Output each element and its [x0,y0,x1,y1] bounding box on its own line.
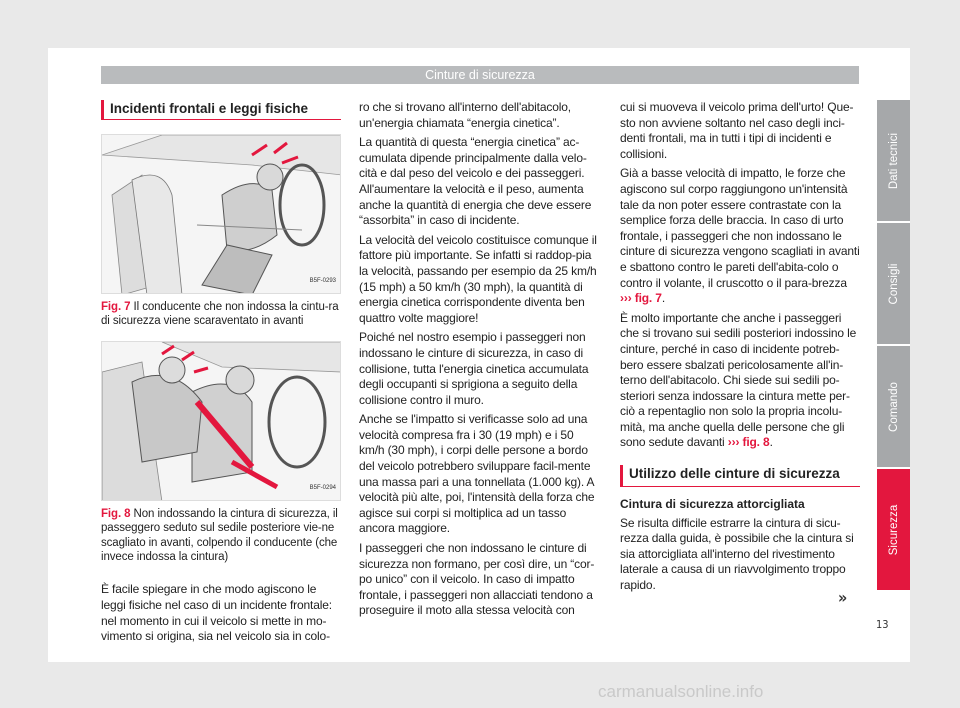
figure-8-link[interactable]: ››› fig. 8 [727,435,770,450]
paragraph: ro che si trovano all'interno dell'abitacolo, un'energia chiamata “energia cinetica”. [359,100,571,130]
figure-code: B5F-0293 [309,278,336,285]
paragraph-text: Già a basse velocità di impatto, le forze che agiscono sul corpo raggiungono un'intensità tale da non poter essere contrastate con la semplice forza delle braccia. In caso di urto frontale, i passeggeri che non indossano le cinture di sicurezza vengono scagliati in avanti e sbattono contro le pareti dell'abita-colo o contro il volante, il cruscotto o il para-brezza [620,166,860,290]
tab-label: Dati tecnici [887,132,900,189]
paragraph: Poiché nel nostro esempio i passeggeri non indossano le cinture di sicurezza, in caso di collisione, tutta l'energia cinetica accumulata degli occupanti si sprigiona a seguito della collisione contro il muro. [359,330,589,407]
paragraph-text: . [661,291,666,306]
column-2 [359,100,600,623]
tab-label: Comando [887,381,900,432]
paragraph-text: È molto importante che anche i passeggeri che si trovano sui sedili posteriori indossino le cinture, perché in caso di incidente potreb-bero essere sbalzati pericolosamente all'in-terno dell'abitacolo. Chi siede sui sedili po-steriori senza indossare la cintura mette per-ciò a repentaglio non solo la propria incolu-mità, ma anche quella delle persone che gli sono sedute davanti [620,310,857,450]
passenger-illustration-icon [102,342,341,501]
column-1 [101,100,341,649]
paragraph-text: . [769,435,773,450]
paragraph: Se risulta difficile estrarre la cintura di sicu-rezza dalla guida, è possibile che la cintura si sia attorcigliata all'interno del rivestimento laterale a causa di un riavvolgimento troppo rapido. [620,515,854,593]
paragraph: La quantità di questa “energia cinetica” ac-cumulata dipende principalmente dalla velo-cità e dal peso del veicolo e dei passeggeri. All'aumentare la velocità e il peso, aumenta anche la quantità di energia che deve essere “assorbita” in caso di incidente. [359,135,592,228]
figure-7 [101,134,341,294]
paragraph [620,311,860,451]
figure-7-caption [101,300,341,329]
figure-8-caption [101,507,341,565]
figure-7-link[interactable]: ››› fig. 7 [620,291,662,306]
figure-label: Fig. 8 [101,507,131,520]
paragraph: Anche se l'impatto si verificasse solo ad una velocità compresa fra i 30 (19 mph) e i 50 km/h (30 mph), i corpi delle persone a bordo del veicolo potrebbero sviluppare facil-mente una massa pari a una tonnellata (1.000 kg). A velocità più alte, poi, l'intensità della forza che agisce sui corpi si moltiplica ad un tasso ancora maggiore. [359,412,595,536]
tab-comando[interactable] [877,346,910,467]
watermark: carmanualsonline.info [598,682,764,701]
paragraph: È facile spiegare in che modo agiscono le leggi fisiche nel caso di un incidente frontale: nel momento in cui il veicolo si mette in mo-vimento si origina, sia nel veicolo sia in colo- [101,582,332,644]
figure-code: B5F-0294 [309,485,336,492]
caption-text: Non indossando la cintura di sicurezza, il passeggero seduto sul sedile posteriore vie-ne scagliato in avanti, colpendo il conducente (che invece indossa la cintura) [101,507,338,564]
continue-mark: » [838,588,848,607]
section-heading: Incidenti frontali e leggi fisiche [101,100,341,120]
caption-text: Il conducente che non indossa la cintu-ra di sicurezza viene scaraventato in avanti [101,301,339,328]
figure-8 [101,341,341,501]
driver-illustration-icon [102,135,341,294]
tab-dati-tecnici[interactable] [877,100,910,221]
paragraph: I passeggeri che non indossano le cinture di sicurezza non formano, per così dire, un “cor-po unico” con il veicolo. In caso di impatto frontale, i passeggeri non allacciati tendono a proseguire il moto alla stessa velocità con [359,541,595,618]
tab-consigli[interactable] [877,223,910,344]
page-number: 13 [876,618,889,631]
paragraph: La velocità del veicolo costituisce comunque il fattore più importante. Se infatti si raddop-pia la velocità, passando per esempio da 25 km/h (15 mph) a 50 km/h (30 mph), la quantità di energia cinetica corrispondente diventa ben quattro volte maggiore! [359,232,597,325]
subsection-heading: Cintura di sicurezza attorcigliata [620,497,805,512]
paragraph [620,166,860,306]
paragraph: cui si muoveva il veicolo prima dell'urto! Que-sto non avviene soltanto nel caso degli inci-denti frontali, ma in tutti i tipi di incidenti e collisioni. [620,100,854,161]
tab-label: Consigli [887,263,900,304]
column-3 [620,100,860,598]
chapter-tabs [877,100,910,592]
chapter-header: Cinture di sicurezza [101,66,859,84]
section-heading: Utilizzo delle cinture di sicurezza [620,465,860,487]
tab-sicurezza[interactable] [877,469,910,590]
tab-label: Sicurezza [887,504,900,555]
figure-label: Fig. 7 [101,301,131,313]
